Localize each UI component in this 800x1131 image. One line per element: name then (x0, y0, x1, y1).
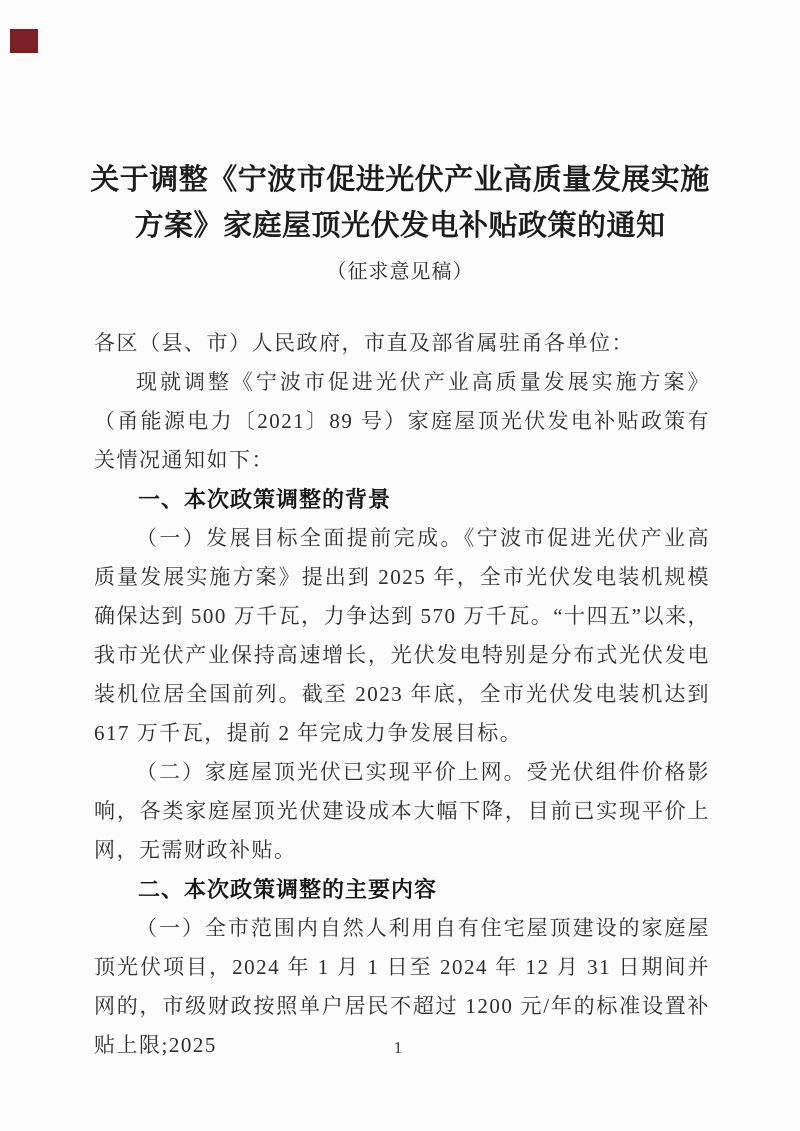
document-body (94, 324, 710, 1065)
section-1-paragraph-2: （二）家庭屋顶光伏已实现平价上网。受光伏组件价格影响，各类家庭屋顶光伏建设成本大幅下降，目前已实现平价上网，无需财政补贴。 (94, 760, 710, 862)
section-1-paragraph-1: （一）发展目标全面提前完成。《宁波市促进光伏产业高质量发展实施方案》提出到 2025 年，全市光伏发电装机规模确保达到 500 万千瓦，力争达到 570 万千瓦。“十四五”以来，我市光伏产业保持高速增长，光伏发电特别是分布式光伏发电装机位居全国前列。截至 2023 年底，全市光伏发电装机达到 617 万千瓦，提前 2 年完成力争发展目标。 (94, 526, 710, 745)
section-2-paragraph-1: （一）全市范围内自然人利用自有住宅屋顶建设的家庭屋顶光伏项目，2024 年 1 月 1 日至 2024 年 12 月 31 日期间并网的，市级财政按照单户居民不超过 1200 元/年的标准设置补贴上限;2025 (94, 916, 710, 1057)
draft-for-comment-note: （征求意见稿） (326, 261, 474, 283)
document-title (0, 0, 800, 249)
intro-paragraph: 现就调整《宁波市促进光伏产业高质量发展实施方案》（甬能源电力〔2021〕89 号）家庭屋顶光伏发电补贴政策有关情况通知如下： (94, 370, 710, 472)
document-title-line-2: 方案》家庭屋顶光伏发电补贴政策的通知 (134, 210, 666, 242)
section-1-heading: 一、本次政策调整的背景 (138, 487, 392, 512)
section-2-heading: 二、本次政策调整的主要内容 (138, 877, 438, 902)
salutation: 各区（县、市）人民政府，市直及部省属驻甬各单位： (94, 331, 634, 355)
red-corner-mark (10, 29, 38, 53)
document-title-line-1: 关于调整《宁波市促进光伏产业高质量发展实施 (90, 164, 710, 196)
page-number: 1 (393, 1038, 403, 1057)
